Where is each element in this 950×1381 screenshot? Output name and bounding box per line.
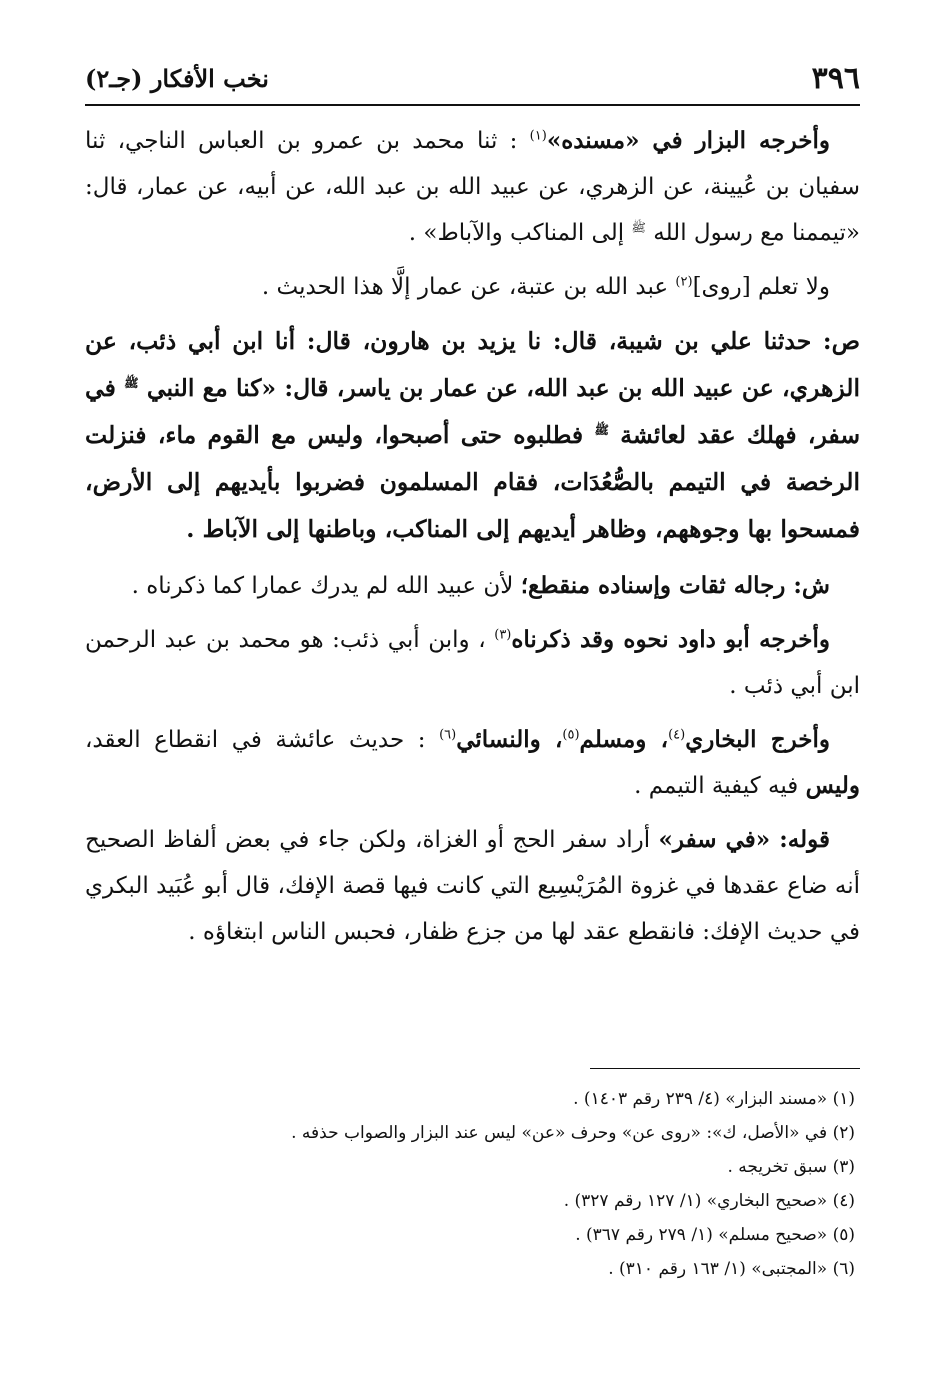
bold-lead: ، والنسائي (456, 726, 563, 753)
hadith-text (85, 318, 860, 553)
footnote-ref: (٥) (562, 727, 580, 743)
footnote: (٦) «المجتبى» (١/ ١٦٣ رقم ٣١٠) . (608, 1259, 855, 1279)
footnote: (٤) «صحيح البخاري» (١/ ١٢٧ رقم ٣٢٧) . (563, 1191, 855, 1211)
paragraph-text: ، وابن أبي ذئب: هو محمد بن عبد الرحمن ابن أبي ذئب . (85, 627, 860, 699)
main-text (85, 118, 860, 963)
hadith-part: ص: حدثنا علي بن شيبة، قال: نا يزيد بن هارون، قال: أنا ابن أبي ذئب، عن الزهري، عن عبيد الله بن عبد الله، عن عمار بن ياسر، قال: «كنا مع النبي (85, 327, 860, 402)
header-divider (85, 104, 860, 106)
footnote: (١) «مسند البزار» (٤/ ٢٣٩ رقم ١٤٠٣) . (573, 1089, 855, 1109)
page-header (85, 58, 860, 98)
footnote-divider (590, 1068, 860, 1069)
honorific-glyph: ﷺ (631, 220, 646, 235)
bold-lead: وأخرجه البزار في «مسنده» (546, 127, 830, 154)
paragraph-text: فيه كيفية التيمم . (634, 773, 799, 799)
bold-lead: وأخرجه أبو داود نحوه وقد ذكرناه (511, 626, 831, 653)
footnote: (٣) سبق تخريجه . (727, 1157, 855, 1177)
paragraph-bukhari (85, 717, 860, 809)
page-number: ٣٩٦ (811, 60, 860, 96)
paragraph-text: عبد الله بن عتبة، عن عمار إلَّا هذا الحديث . (261, 274, 669, 300)
paragraph-text: أراد سفر الحج أو الغزاة، ولكن جاء في بعض ألفاظ الصحيح أنه ضاع عقدها في غزوة المُرَيْسِيع التي كانت فيها قصة الإفك، قال أبو عُبَيد البكري في حديث الإفك: فانقطع عقد لها من جزع ظفار، فحبس الناس ابتغاؤه . (85, 827, 860, 945)
bold-lead: قوله: «في سفر» (658, 826, 831, 853)
paragraph-note (85, 264, 860, 310)
hadith-part: في سفر، فهلك عقد لعائشة (85, 374, 861, 449)
footnote: (٢) في «الأصل، ك»: «روى عن» وحرف «عن» ليس عند البزار والصواب حذفه . (291, 1123, 855, 1143)
bold-lead: ش: رجاله ثقات وإسناده منقطع؛ (520, 572, 830, 599)
footnote-ref: (٦) (439, 727, 457, 743)
paragraph-bazzar (85, 118, 860, 256)
paragraph-text: إلى المناكب والآباط» . (408, 220, 625, 246)
footnote-ref: (١) (529, 128, 547, 144)
footnote-ref: (٤) (668, 727, 686, 743)
paragraph-text: : ثنا محمد بن عمرو بن العباس الناجي، ثنا سفيان بن عُيينة، عن الزهري، عن عبيد الله بن عبد الله، عن أبيه، عن عمار، قال: «تيممنا مع رسول الله (85, 128, 860, 246)
honorific-glyph: ﷺ (124, 376, 139, 391)
bold-lead: ، ومسلم (579, 726, 669, 753)
paragraph-text: لأن عبيد الله لم يدرك عمارا كما ذكرناه . (131, 573, 514, 599)
hadith-part: فطلبوه حتى أصبحوا، وليس مع القوم ماء، فنزلت الرخصة في التيمم بالصُّعُدَات، فقام المسلمون فضربوا بأيديهم إلى الأرض، فمسحوا بها وجوههم، وظاهر أيديهم إلى المناكب، وباطنها إلى الآباط . (85, 421, 860, 543)
paragraph-text: ولا تعلم [روى] (692, 274, 830, 300)
honorific-glyph: ﷺ (594, 423, 609, 438)
footnote-ref: (٢) (675, 274, 693, 290)
footnote: (٥) «صحيح مسلم» (١/ ٢٧٩ رقم ٣٦٧) . (575, 1225, 855, 1245)
paragraph-commentary (85, 563, 860, 609)
bold-word: وليس (805, 772, 860, 799)
paragraph-explanation (85, 817, 860, 955)
footnote-ref: (٣) (494, 627, 512, 643)
running-title: نخب الأفكار (جـ٢) (85, 63, 269, 93)
paragraph-text: : حديث عائشة في انقطاع العقد، (85, 727, 426, 753)
footnotes (85, 1082, 855, 1286)
paragraph-abudawud (85, 617, 860, 709)
bold-lead: وأخرج البخاري (685, 726, 831, 753)
